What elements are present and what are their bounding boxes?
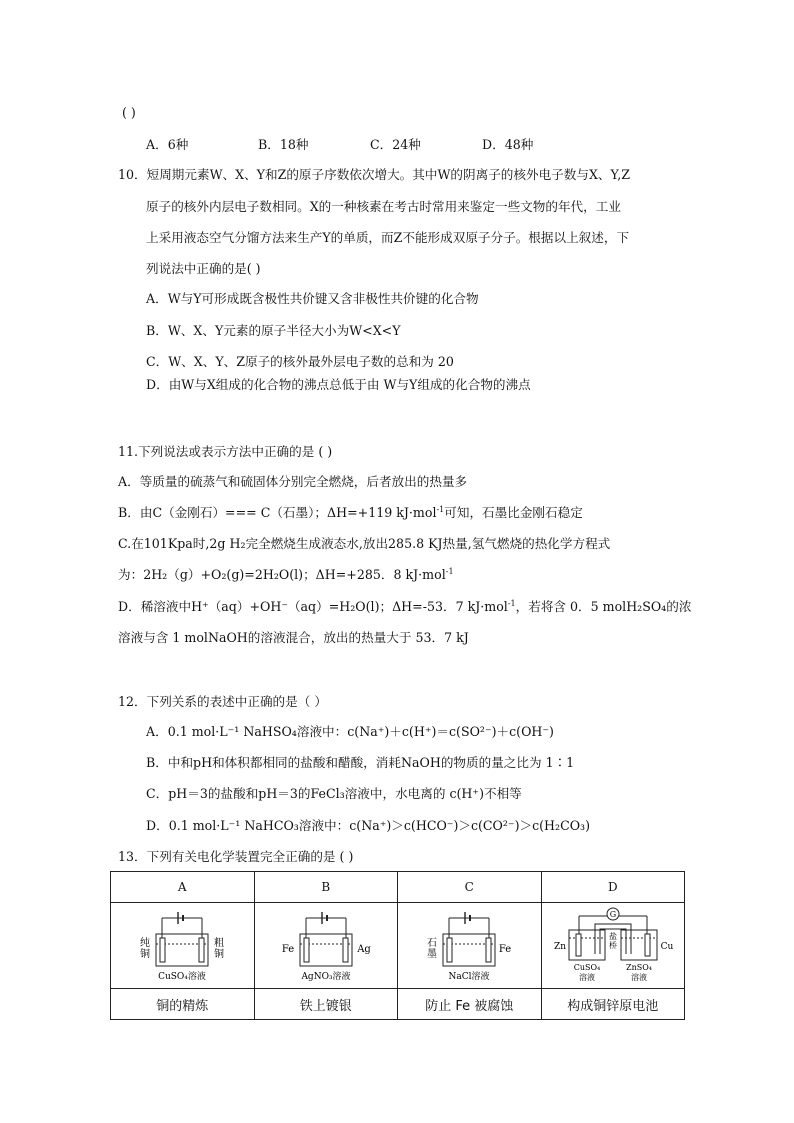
q9-option-c: C．24种 [370, 137, 421, 152]
q11-option-a: A．等质量的硫蒸气和硫固体分别完全燃烧，后者放出的热量多 [118, 474, 468, 489]
galvanometer-label: G [609, 910, 616, 919]
electrolysis-cell-b [256, 904, 396, 984]
cell-c-left-label: 石墨 [427, 938, 438, 960]
q13-header-c: C [398, 872, 542, 903]
q10-option-b: B．W、X、Y元素的原子半径大小为W<X<Y [146, 323, 401, 338]
cell-a-solution-label: CuSO₄溶液 [158, 972, 207, 982]
cell-c-solution-label: NaCl溶液 [448, 972, 490, 982]
q13-apparatus-table [110, 871, 685, 1020]
q10-stem-line2: 原子的核外内层电子数相同。X的一种核素在考古时常用来鉴定一些文物的年代，工业 [146, 199, 621, 214]
q11-option-d-line1: D．稀溶液中H⁺（aq）+OH⁻（aq）=H₂O(l)；ΔH=-53．7 kJ·mol$^{-1}$，若将含 0．5 molH₂SO₄的浓 [118, 598, 692, 614]
q13-diagram-b [254, 903, 398, 989]
cell-d-right-solution-label: ZnSO₄ 溶液 [625, 963, 652, 982]
q12-option-a: A．0.1 mol·L⁻¹ NaHSO₄溶液中：c(Na⁺)＋c(H⁺)＝c(SO²⁻)＋c(OH⁻) [146, 724, 554, 739]
q13-header-a: A [111, 872, 255, 903]
cell-a-right-label: 粗铜 [214, 938, 225, 960]
q11-option-d-line2: 溶液与含 1 molNaOH的溶液混合，放出的热量大于 53．7 kJ [118, 630, 469, 645]
q13-stem: 13．下列有关电化学装置完全正确的是 ( ) [118, 849, 354, 864]
q13-header-b: B [254, 872, 398, 903]
electrolysis-cell-a [112, 904, 252, 984]
q10-option-a: A．W与Y可形成既含极性共价键又含非极性共价键的化合物 [146, 291, 479, 306]
electrolysis-cell-c [399, 904, 539, 984]
q13-caption-row [111, 989, 685, 1020]
q13-caption-a: 铜的精炼 [111, 989, 255, 1020]
q12-option-d: D．0.1 mol·L⁻¹ NaHCO₃溶液中：c(Na⁺)＞c(HCO⁻)＞c(CO²⁻)＞c(H₂CO₃) [146, 818, 590, 833]
q10-option-c: C．W、X、Y、Z原子的核外最外层电子数的总和为 20 [146, 354, 454, 369]
q11-option-c-line2: 为：2H₂（g）+O₂(g)=2H₂O(l)；ΔH=+285．8 kJ·mol$^{-1}$ [118, 566, 454, 582]
q10-stem-line3: 上采用液态空气分馏方法来生产Y的单质，而Z不能形成双原子分子。根据以上叙述，下 [146, 230, 630, 245]
q13-caption-d: 构成铜锌原电池 [541, 989, 685, 1020]
q9-option-a: A．6种 [146, 137, 189, 152]
q11-option-b: B．由C（金刚石）=== C（石墨）；ΔH=+119 kJ·mol$^{-1}$可知，石墨比金刚石稳定 [118, 504, 583, 520]
q13-header-row [111, 872, 685, 903]
cell-b-left-label: Fe [281, 944, 294, 955]
q10-stem-line4: 列说法中正确的是( ) [146, 261, 261, 276]
q9-option-d: D．48种 [482, 137, 534, 152]
cell-d-right-label: Cu [660, 942, 674, 952]
q11-stem: 11.下列说法或表示方法中正确的是 ( ) [118, 444, 333, 459]
q13-diagram-row [111, 903, 685, 989]
q13-caption-b: 铁上镀银 [254, 989, 398, 1020]
q10-option-d: D．由W与X组成的化合物的沸点总低于由 W与Y组成的化合物的沸点 [146, 377, 531, 392]
salt-bridge-label: 盐桥 [608, 932, 617, 950]
q12-stem: 12．下列关系的表述中正确的是（ ） [118, 694, 327, 709]
galvanic-cell-d [543, 904, 683, 984]
cell-a-left-label: 纯铜 [140, 938, 151, 960]
q9-answer-paren: ( ) [122, 105, 136, 120]
q13-diagram-a [111, 903, 255, 989]
q12-option-b: B．中和pH和体积都相同的盐酸和醋酸，消耗NaOH的物质的量之比为 1∶1 [146, 755, 575, 770]
q9-option-b: B．18种 [258, 137, 309, 152]
cell-d-left-label: Zn [553, 942, 566, 952]
q13-caption-c: 防止 Fe 被腐蚀 [398, 989, 542, 1020]
cell-b-right-label: Ag [356, 944, 371, 955]
q10-stem-line1: 10．短周期元素W、X、Y和Z的原子序数依次增大。其中W的阴离子的核外电子数与X、Y,Z [118, 167, 630, 182]
cell-b-solution-label: AgNO₃溶液 [301, 972, 351, 982]
q12-option-c: C．pH＝3的盐酸和pH＝3的FeCl₃溶液中，水电离的 c(H⁺)不相等 [146, 786, 522, 801]
cell-c-right-label: Fe [499, 944, 512, 955]
cell-d-left-solution-label: CuSO₄ 溶液 [573, 963, 601, 982]
q13-diagram-c [398, 903, 542, 989]
q13-diagram-d [541, 903, 685, 989]
q11-option-c-line1: C.在101Kpa时,2g H₂完全燃烧生成液态水,放出285.8 KJ热量,氢气燃烧的热化学方程式 [118, 536, 611, 551]
q13-header-d: D [541, 872, 685, 903]
